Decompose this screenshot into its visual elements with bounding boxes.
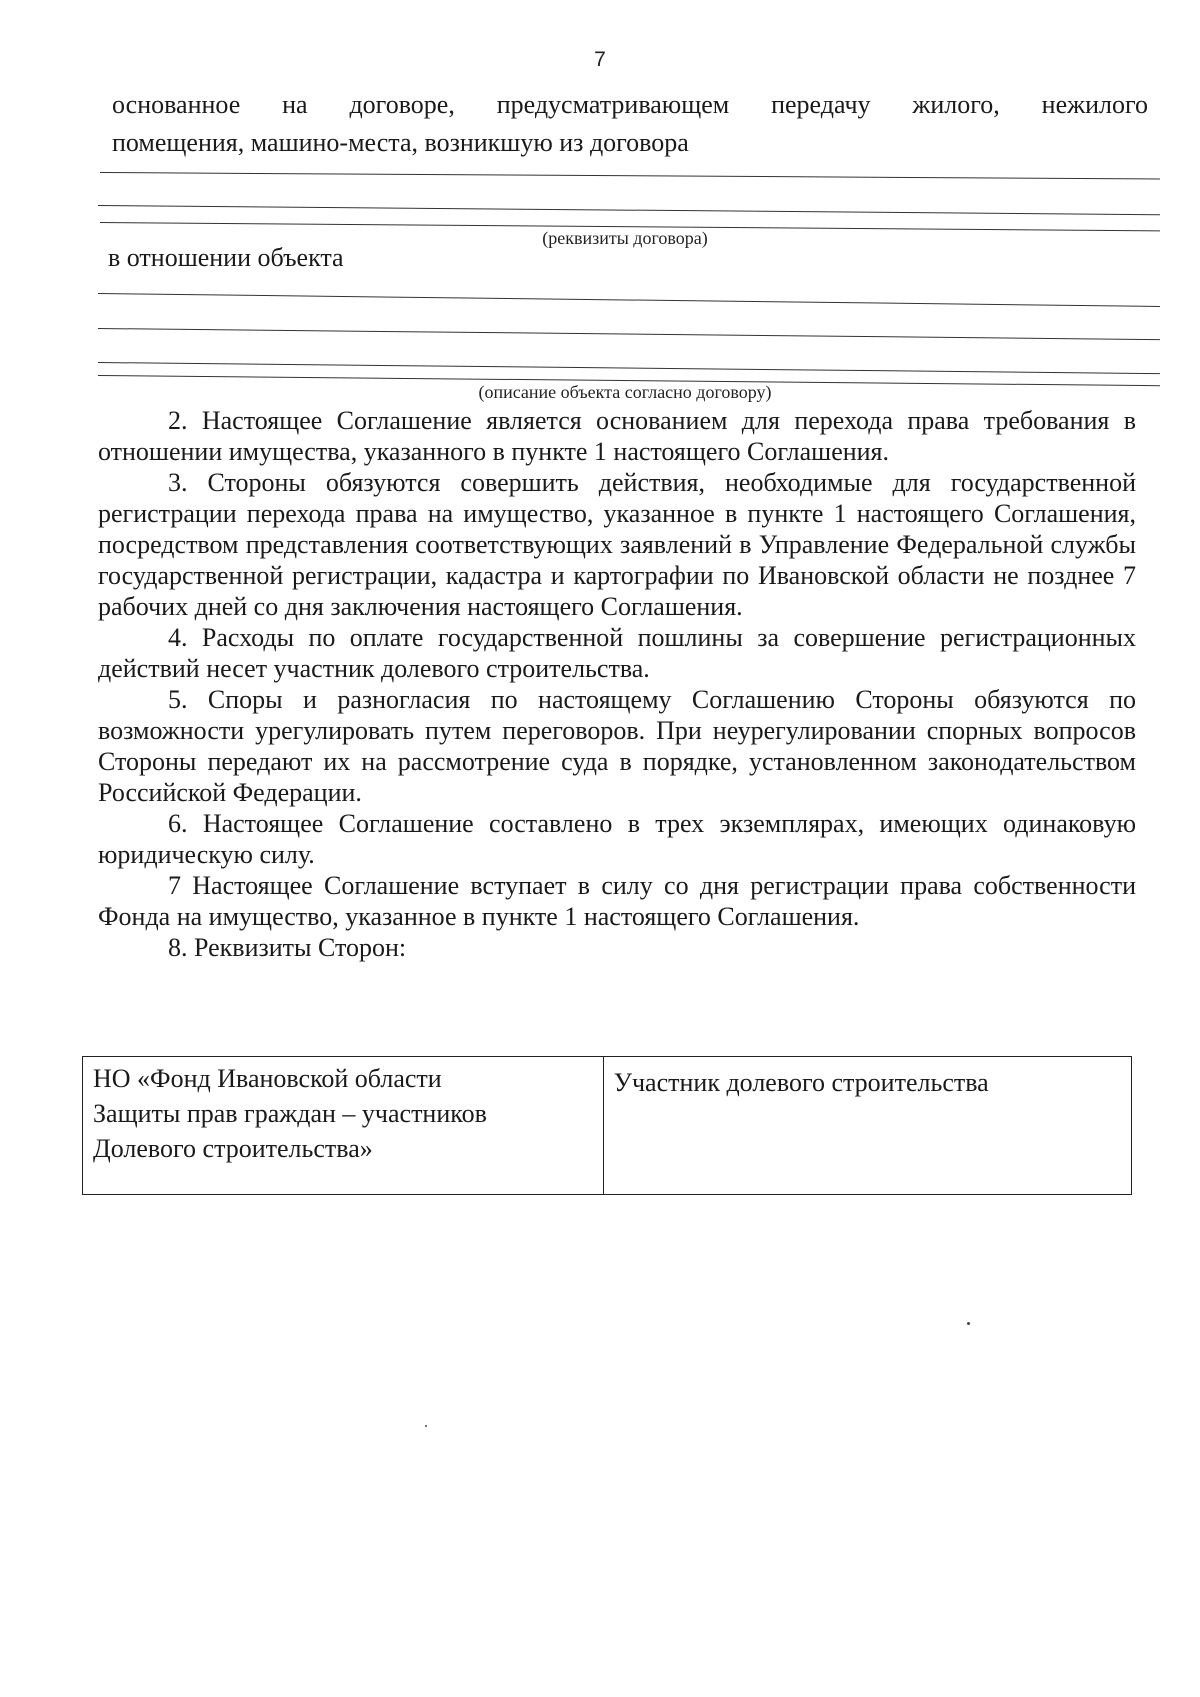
scan-speck (425, 1425, 427, 1427)
page-number: 7 (594, 48, 606, 71)
scan-speck (967, 1322, 970, 1325)
participant-label: Участник долевого строительства (613, 1068, 989, 1097)
contract-caption: (реквизиты договора) (542, 228, 708, 248)
agreement-clauses (98, 405, 1136, 963)
object-fill-line-3 (98, 362, 1160, 374)
participant-cell (603, 1057, 1131, 1195)
contract-fill-line-2 (98, 205, 1160, 215)
clause-3: 3. Стороны обязуются совершить действия, необходимые для государственной регистрации перехода права на имущество, указанное в пункте 1 настоящего Соглашения, посредством представления соответствующих заявлений в Управление Федеральной службы государственной регистрации, кадастра и картографии по Ивановской области не позднее 7 рабочих дней со дня заключения настоящего Соглашения. (98, 468, 1136, 621)
object-fill-line-2 (98, 328, 1160, 340)
object-fill-line-1 (98, 293, 1160, 307)
clause-4: 4. Расходы по оплате государственной пошлины за совершение регистрационных действий несет участник долевого строительства. (98, 623, 1136, 683)
fund-name-line-3: Долевого строительства» (93, 1134, 373, 1163)
fund-cell (83, 1057, 604, 1195)
clause-7: 7 Настоящее Соглашение вступает в силу со дня регистрации права собственности Фонда на имущество, указанное в пункте 1 настоящего Соглашения. (98, 871, 1136, 931)
object-caption: (описание объекта согласно договору) (478, 382, 772, 402)
intro-line-2: помещения, машино-места, возникшую из договора (112, 128, 689, 157)
clause-5: 5. Споры и разногласия по настоящему Соглашению Стороны обязуются по возможности урегулировать путем переговоров. При неурегулировании спорных вопросов Стороны передают их на рассмотрение суда в порядке, установленном законодательством Российской Федерации. (98, 685, 1136, 807)
table-row (83, 1057, 1132, 1195)
clause-6: 6. Настоящее Соглашение составлено в трех экземплярах, имеющих одинаковую юридическую силу. (98, 809, 1136, 869)
clause-2: 2. Настоящее Соглашение является основанием для перехода права требования в отношении имущества, указанного в пункте 1 настоящего Соглашения. (98, 406, 1136, 466)
parties-requisites-table (82, 1056, 1132, 1195)
intro-line-1: основанное на договоре, предусматривающем передачу жилого, нежилого (112, 90, 1148, 119)
fund-name-line-1: НО «Фонд Ивановской области (93, 1064, 442, 1093)
clause-8: 8. Реквизиты Сторон: (168, 933, 407, 962)
contract-fill-line-1 (100, 172, 1160, 179)
fund-name-line-2: Защиты прав граждан – участников (93, 1099, 487, 1128)
object-label: в отношении объекта (108, 243, 344, 272)
